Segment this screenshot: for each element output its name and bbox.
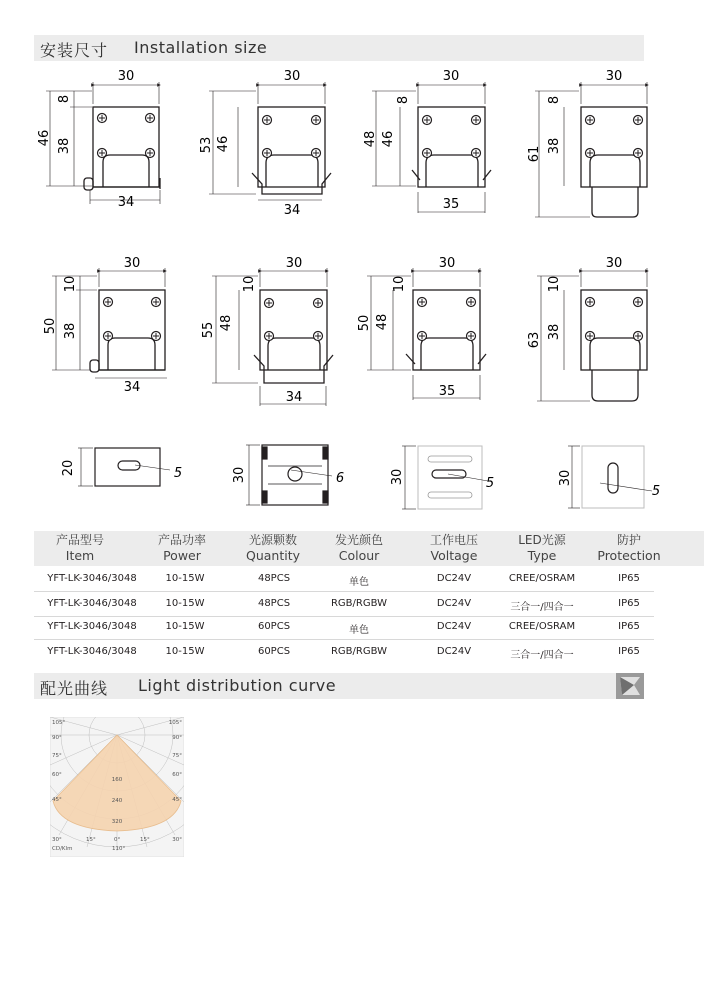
header-voltage: 工作电压 Voltage [429,533,478,563]
dim-1-4-top: 8 [547,95,562,105]
dim-1-2-total: 53 [199,136,214,154]
angle-left-30: 30° [52,837,62,843]
dim-1-1-total: 46 [37,129,52,147]
bracket-2-hole: 6 [335,471,345,486]
light-distribution-chart [50,717,184,857]
angle-bottom-15-right: 15° [140,837,150,843]
table-row: YFT-LK-3046/3048 10-15W 60PCS 单色 DC24V CREE/OSRAM IP65 [34,615,654,640]
dim-1-3-top: 8 [396,95,411,105]
header-quantity: 光源颗数 Quantity [245,533,301,563]
dim-2-1-top: 10 [63,275,78,293]
angle-right-75: 75° [172,753,182,759]
angle-right-90: 90° [172,735,182,741]
dim-2-3-mid: 48 [375,313,390,331]
dim-1-1-bottom: 34 [117,195,135,210]
dim-1-4-mid: 38 [547,137,562,155]
angle-right-45: 45° [172,797,182,803]
light-title-cn: 配光曲线 [40,679,109,698]
bracket-3-height: 30 [390,468,405,486]
table-row: YFT-LK-3046/3048 10-15W 48PCS 单色 DC24V CREE/OSRAM IP65 [34,567,654,592]
angle-right-105: 105° [168,720,182,726]
bracket-3-hole: 5 [485,476,495,491]
dim-2-3-total: 50 [357,314,372,332]
dim-1-4-width: 30 [605,69,623,84]
spec-table-header [34,531,704,566]
header-type: LED光源 Type [518,533,566,563]
header-item: 产品型号 Item [55,533,104,563]
angle-bottom-15-left: 15° [86,837,96,843]
bracket-2-height: 30 [232,466,247,484]
bracket-1-hole: 5 [173,466,183,481]
installation-title-cn: 安装尺寸 [40,41,109,60]
light-section-header [34,673,644,699]
dim-2-1-total: 50 [43,317,58,335]
dim-2-2-mid: 48 [219,314,234,332]
dim-2-3-width: 30 [438,256,456,271]
dim-2-4-mid: 38 [547,323,562,341]
dim-2-3-bottom: 35 [438,384,456,399]
angle-left-45: 45° [52,797,62,803]
angle-left-75: 75° [52,753,62,759]
dim-2-4-top: 10 [547,275,562,293]
dim-2-2-bottom: 34 [285,390,303,405]
bracket-1-height: 20 [61,459,76,477]
header-colour: 发光颜色 Colour [334,533,383,563]
dim-1-2-bottom: 34 [283,203,301,218]
dim-1-2-width: 30 [283,69,301,84]
dim-1-4-total: 61 [527,145,542,163]
bracket-2 [246,445,332,505]
bracket-4-hole: 5 [651,484,661,499]
angle-left-90: 90° [52,735,62,741]
table-row: YFT-LK-3046/3048 10-15W 48PCS RGB/RGBW DC24V 三合一/四合一 IP65 [34,592,654,617]
radial-240: 240 [111,798,123,804]
dim-1-1-top: 8 [57,94,72,104]
bracket-1 [78,448,170,486]
dim-2-2-total: 55 [201,321,216,339]
installation-title-en: Installation size [134,38,268,57]
dim-2-2-width: 30 [285,256,303,271]
dim-2-4-total: 63 [527,331,542,349]
dim-1-3-width: 30 [442,69,460,84]
dim-1-3-mid: 46 [381,130,396,148]
angle-right-30: 30° [172,837,182,843]
dim-2-2-top: 10 [242,275,257,293]
unit-label: CD/Klm [52,846,73,852]
table-row: YFT-LK-3046/3048 10-15W 60PCS RGB/RGBW DC24V 三合一/四合一 IP65 [47,646,640,661]
header-power: 产品功率 Power [157,533,206,563]
bracket-4 [568,446,652,508]
dim-2-1-mid: 38 [63,322,78,340]
beam-angle-label: 110° [112,846,126,852]
dim-1-3-bottom: 35 [442,197,460,212]
light-title-en: Light distribution curve [138,676,337,695]
radial-160: 160 [111,777,123,783]
angle-right-60: 60° [172,772,182,778]
bracket-4-height: 30 [558,469,573,487]
dim-1-1-mid: 38 [57,137,72,155]
bracket-3 [402,446,488,509]
radial-320: 320 [111,819,123,825]
dim-2-4-width: 30 [605,256,623,271]
angle-left-105: 105° [52,720,66,726]
dim-2-1-width: 30 [123,256,141,271]
dim-1-2-mid: 46 [216,135,231,153]
corner-logo-icon [616,673,644,699]
dim-1-1-width: 30 [117,69,135,84]
dim-1-3-total: 48 [363,130,378,148]
dim-2-1-bottom: 34 [123,380,141,395]
header-protection: 防护 Protection [597,533,661,563]
angle-bottom-0: 0° [114,837,121,843]
angle-left-60: 60° [52,772,62,778]
dim-2-3-top: 10 [392,275,407,293]
